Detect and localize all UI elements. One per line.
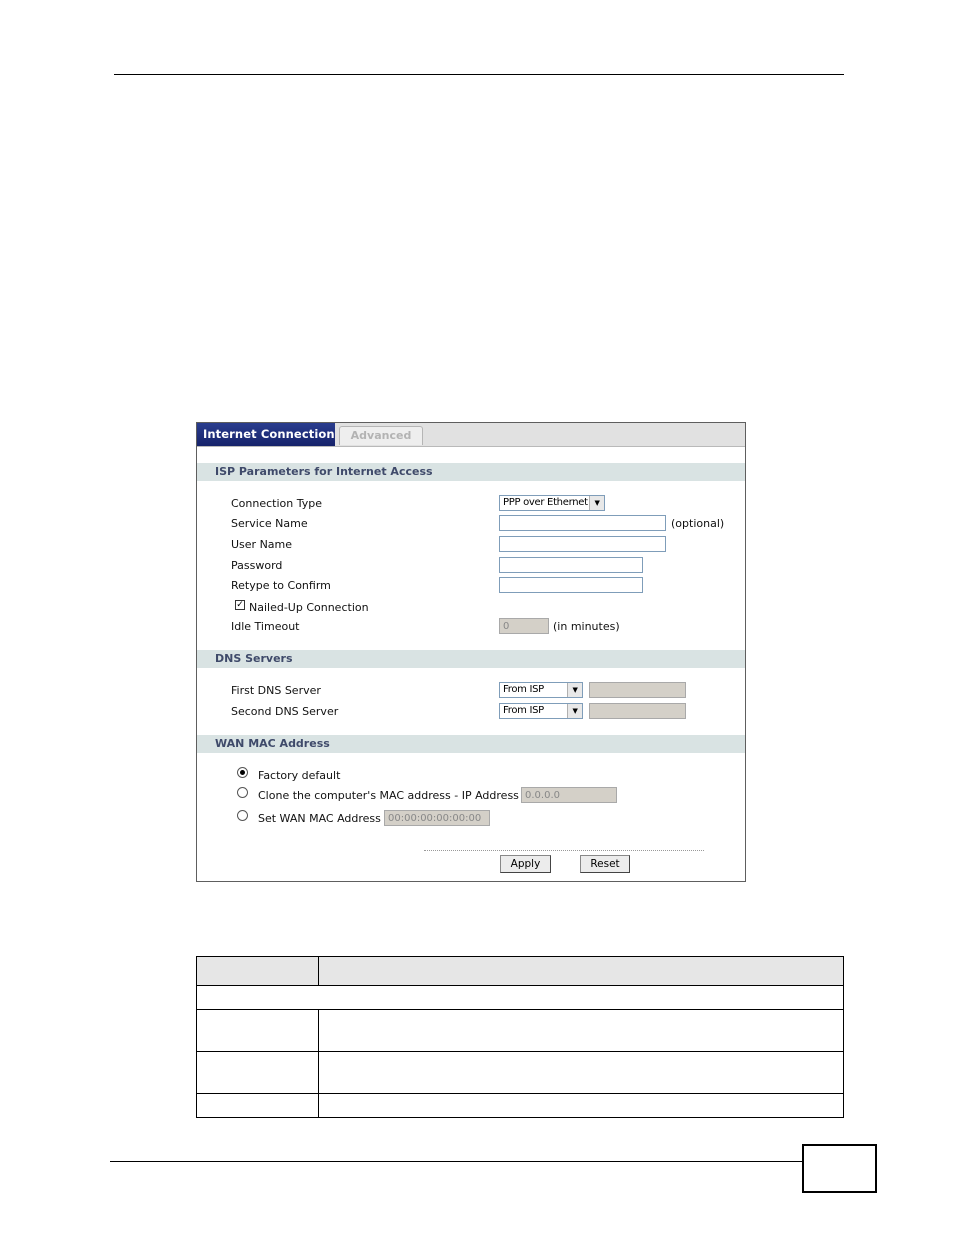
second-dns-ip-input[interactable] [589, 703, 686, 719]
second-dns-value: From ISP [503, 705, 544, 716]
idle-timeout-label: Idle Timeout [231, 620, 300, 633]
table-row-divider [197, 1051, 843, 1052]
password-label: Password [231, 559, 283, 572]
set-mac-input[interactable] [384, 810, 490, 826]
idle-timeout-input[interactable] [499, 618, 549, 634]
clone-mac-radio[interactable] [237, 787, 248, 798]
first-dns-select[interactable] [499, 682, 583, 698]
second-dns-select[interactable] [499, 703, 583, 719]
wan-mac-section-header: WAN MAC Address [197, 735, 745, 753]
clone-mac-label: Clone the computer's MAC address - IP Address [258, 789, 519, 802]
connection-type-value: PPP over Ethernet [503, 497, 588, 508]
clone-ip-input[interactable] [521, 787, 617, 803]
user-name-label: User Name [231, 538, 293, 551]
user-name-input[interactable] [499, 536, 666, 552]
internet-connection-panel [196, 422, 746, 882]
page-number-box [802, 1144, 877, 1193]
table-row-divider [197, 1093, 843, 1094]
tab-internet-connection[interactable]: Internet Connection [197, 423, 335, 446]
tab-bar [197, 423, 745, 447]
isp-section-header: ISP Parameters for Internet Access [197, 463, 745, 481]
chevron-down-icon: ▼ [567, 683, 582, 697]
description-table [196, 956, 844, 1118]
factory-default-radio[interactable] [237, 767, 248, 778]
nailed-up-checkbox[interactable]: ✓ [236, 600, 244, 610]
dns-section-header: DNS Servers [197, 650, 745, 668]
table-column-divider [318, 1010, 319, 1117]
button-divider [424, 850, 704, 851]
idle-timeout-unit: (in minutes) [553, 620, 620, 633]
service-name-optional-hint: (optional) [671, 517, 725, 530]
table-header-divider [318, 957, 319, 985]
apply-button[interactable]: Apply [500, 855, 551, 873]
reset-button[interactable]: Reset [580, 855, 630, 873]
connection-type-select[interactable] [499, 495, 605, 511]
set-mac-label: Set WAN MAC Address [258, 812, 381, 825]
nailed-up-label: Nailed-Up Connection [249, 601, 369, 614]
second-dns-label: Second DNS Server [231, 705, 339, 718]
retype-password-input[interactable] [499, 577, 643, 593]
header-rule [114, 74, 844, 75]
tab-advanced[interactable]: Advanced [339, 426, 423, 445]
table-header-row [197, 957, 843, 986]
service-name-input[interactable] [499, 515, 666, 531]
first-dns-value: From ISP [503, 684, 544, 695]
retype-password-label: Retype to Confirm [231, 579, 331, 592]
chevron-down-icon: ▼ [567, 704, 582, 718]
table-row-divider [197, 1009, 843, 1010]
service-name-label: Service Name [231, 517, 308, 530]
factory-default-label: Factory default [258, 769, 341, 782]
first-dns-label: First DNS Server [231, 684, 321, 697]
first-dns-ip-input[interactable] [589, 682, 686, 698]
connection-type-label: Connection Type [231, 497, 323, 510]
password-input[interactable] [499, 557, 643, 573]
chevron-down-icon: ▼ [589, 496, 604, 510]
footer-rule [110, 1161, 802, 1162]
set-mac-radio[interactable] [237, 810, 248, 821]
